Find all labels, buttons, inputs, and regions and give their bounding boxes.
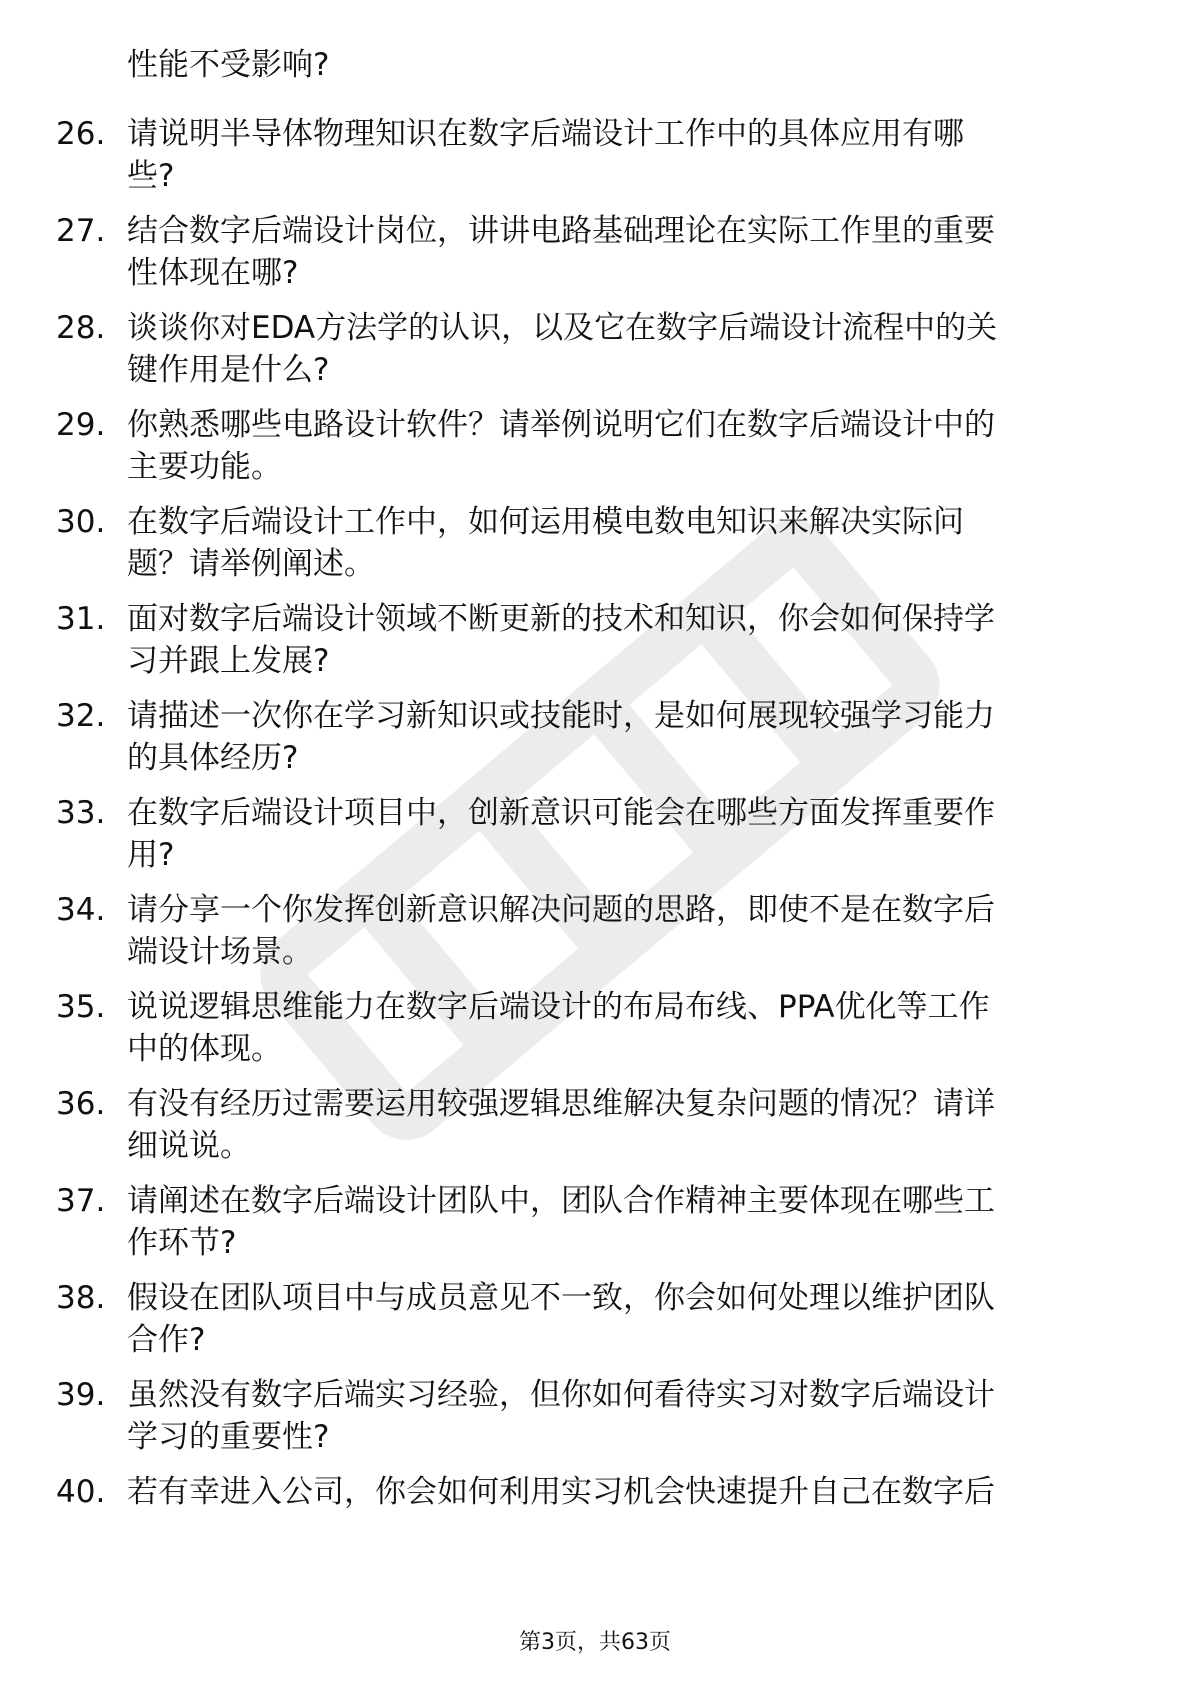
list-item: [56, 1180, 1136, 1264]
question-number: 27.: [56, 213, 106, 249]
question-line: 假设在团队项目中与成员意见不一致，你会如何处理以维护团队: [127, 1280, 995, 1316]
question-line: 有没有经历过需要运用较强逻辑思维解决复杂问题的情况？请详: [127, 1086, 995, 1122]
question-line: 面对数字后端设计领域不断更新的技术和知识，你会如何保持学: [127, 601, 995, 637]
list-item: [56, 404, 1136, 488]
question-text: [127, 598, 1127, 682]
question-line: 的具体经历?: [127, 740, 299, 776]
question-line: 作环节?: [127, 1225, 237, 1261]
question-text: [127, 986, 1127, 1070]
question-line: 请分享一个你发挥创新意识解决问题的思路，即使不是在数字后: [127, 892, 995, 928]
question-line: 主要功能。: [127, 449, 282, 485]
question-line: 在数字后端设计项目中，创新意识可能会在哪些方面发挥重要作: [127, 795, 995, 831]
question-line: 虽然没有数字后端实习经验，但你如何看待实习对数字后端设计: [127, 1377, 995, 1413]
list-item: [56, 889, 1136, 973]
question-text: [127, 1374, 1127, 1458]
question-list: [56, 113, 1136, 1568]
question-line: 说说逻辑思维能力在数字后端设计的布局布线、PPA优化等工作: [127, 989, 990, 1025]
question-number: 31.: [56, 601, 106, 637]
question-text: [127, 210, 1127, 294]
page-footer: 第3页，共63页: [519, 1630, 671, 1655]
question-number: 35.: [56, 989, 106, 1025]
question-text: [127, 113, 1127, 197]
question-line: 习并跟上发展?: [127, 643, 330, 679]
list-item: [56, 598, 1136, 682]
question-line: 键作用是什么?: [127, 352, 330, 388]
question-text: [127, 1180, 1127, 1264]
question-line: 中的体现。: [127, 1031, 282, 1067]
list-item: [56, 501, 1136, 585]
question-text: [127, 1471, 1127, 1513]
list-item: [56, 210, 1136, 294]
list-item: [56, 307, 1136, 391]
question-line: 合作?: [127, 1322, 206, 1358]
question-line: 用?: [127, 837, 175, 873]
question-text: [127, 792, 1127, 876]
question-line: 题？请举例阐述。: [127, 546, 375, 582]
question-line: 结合数字后端设计岗位，讲讲电路基础理论在实际工作里的重要: [127, 213, 995, 249]
question-number: 28.: [56, 310, 106, 346]
question-number: 33.: [56, 795, 106, 831]
continuation-text: 性能不受影响?: [127, 47, 330, 83]
list-item: [56, 792, 1136, 876]
question-line: 请说明半导体物理知识在数字后端设计工作中的具体应用有哪: [127, 116, 964, 152]
question-line: 在数字后端设计工作中，如何运用模电数电知识来解决实际问: [127, 504, 964, 540]
list-item: [56, 695, 1136, 779]
question-text: [127, 501, 1127, 585]
list-item: [56, 1374, 1136, 1458]
question-line: 谈谈你对EDA方法学的认识，以及它在数字后端设计流程中的关: [127, 310, 998, 346]
question-text: [127, 695, 1127, 779]
list-item: [56, 113, 1136, 197]
question-line: 细说说。: [127, 1128, 251, 1164]
question-line: 端设计场景。: [127, 934, 313, 970]
question-text: [127, 404, 1127, 488]
question-line: 若有幸进入公司，你会如何利用实习机会快速提升自己在数字后: [127, 1474, 995, 1510]
list-item: [56, 1277, 1136, 1361]
list-item: [56, 986, 1136, 1070]
question-number: 40.: [56, 1474, 106, 1510]
list-item: [56, 1083, 1136, 1167]
question-number: 36.: [56, 1086, 106, 1122]
question-number: 30.: [56, 504, 106, 540]
question-line: 请描述一次你在学习新知识或技能时，是如何展现较强学习能力: [127, 698, 995, 734]
question-number: 26.: [56, 116, 106, 152]
question-text: [127, 307, 1127, 391]
question-text: [127, 1083, 1127, 1167]
question-line: 性体现在哪?: [127, 255, 299, 291]
list-item: [56, 1471, 1136, 1555]
question-number: 29.: [56, 407, 106, 443]
question-number: 38.: [56, 1280, 106, 1316]
question-number: 34.: [56, 892, 106, 928]
question-text: [127, 1277, 1127, 1361]
question-text: [127, 889, 1127, 973]
question-number: 39.: [56, 1377, 106, 1413]
question-line: 请阐述在数字后端设计团队中，团队合作精神主要体现在哪些工: [127, 1183, 995, 1219]
question-number: 37.: [56, 1183, 106, 1219]
question-line: 你熟悉哪些电路设计软件？请举例说明它们在数字后端设计中的: [127, 407, 995, 443]
question-line: 学习的重要性?: [127, 1419, 330, 1455]
question-number: 32.: [56, 698, 106, 734]
question-line: 些?: [127, 158, 175, 194]
